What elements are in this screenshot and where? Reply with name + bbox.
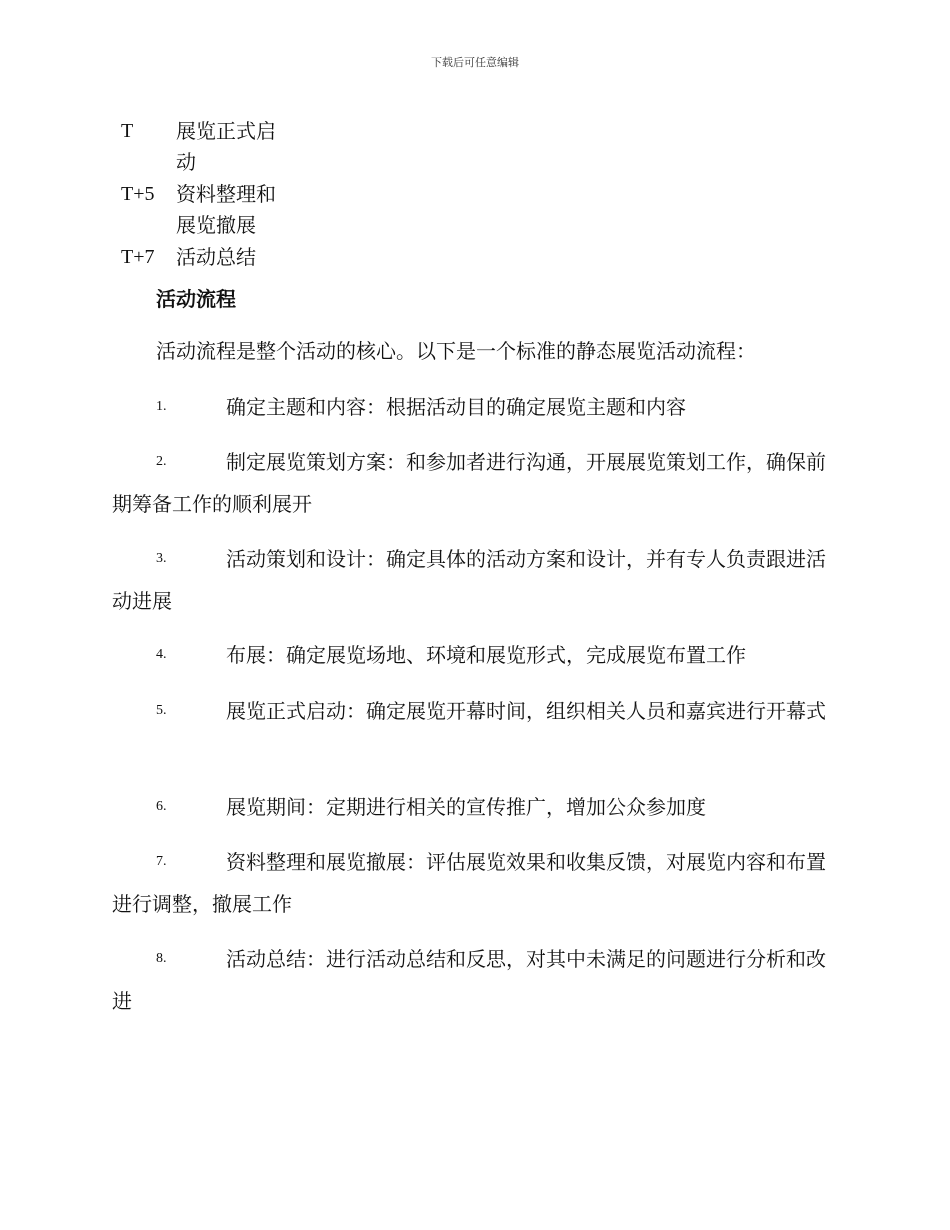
step-text: 确定主题和内容：根据活动目的确定展览主题和内容 [226,395,686,419]
schedule-task: 资料整理和展览撤展 [176,182,276,237]
schedule-task: 活动总结 [176,245,256,269]
step-number: 6. [156,799,167,814]
step-number: 4. [156,647,167,662]
list-item [112,538,832,622]
schedule-task: 展览正式启动 [176,119,276,174]
schedule-row [121,242,286,273]
schedule-row [121,116,286,179]
step-text: 活动策划和设计：确定具体的活动方案和设计，并有专人负责跟进活动进展 [112,547,826,613]
step-number: 1. [156,399,167,414]
step-text: 展览期间：定期进行相关的宣传推广，增加公众参加度 [226,795,706,819]
list-item [112,690,832,732]
page-header: 下载后可任意编辑 [431,56,519,69]
schedule-row [121,179,286,242]
step-text: 资料整理和展览撤展：评估展览效果和收集反馈，对展览内容和布置进行调整，撤展工作 [112,850,826,916]
section-title: 活动流程 [156,287,236,311]
schedule-code: T [121,120,134,142]
step-number: 5. [156,703,167,718]
step-number: 3. [156,551,167,566]
schedule-code: T+5 [121,183,155,205]
list-item [112,786,832,828]
step-number: 8. [156,951,167,966]
schedule-code: T+7 [121,246,155,268]
step-number: 7. [156,854,167,869]
step-text: 展览正式启动：确定展览开幕时间，组织相关人员和嘉宾进行开幕式 [226,699,826,723]
step-text: 制定展览策划方案：和参加者进行沟通，开展展览策划工作，确保前期筹备工作的顺利展开 [112,450,826,516]
schedule-table [121,116,286,273]
list-item [112,441,832,525]
step-text: 布展：确定展览场地、环境和展览形式，完成展览布置工作 [226,643,746,667]
list-item [112,938,832,1022]
list-item [112,634,832,676]
step-text: 活动总结：进行活动总结和反思，对其中未满足的问题进行分析和改进 [112,947,826,1013]
list-item [112,386,832,428]
section-intro: 活动流程是整个活动的核心。以下是一个标准的静态展览活动流程： [156,339,756,363]
step-number: 2. [156,454,167,469]
list-item [112,841,832,925]
